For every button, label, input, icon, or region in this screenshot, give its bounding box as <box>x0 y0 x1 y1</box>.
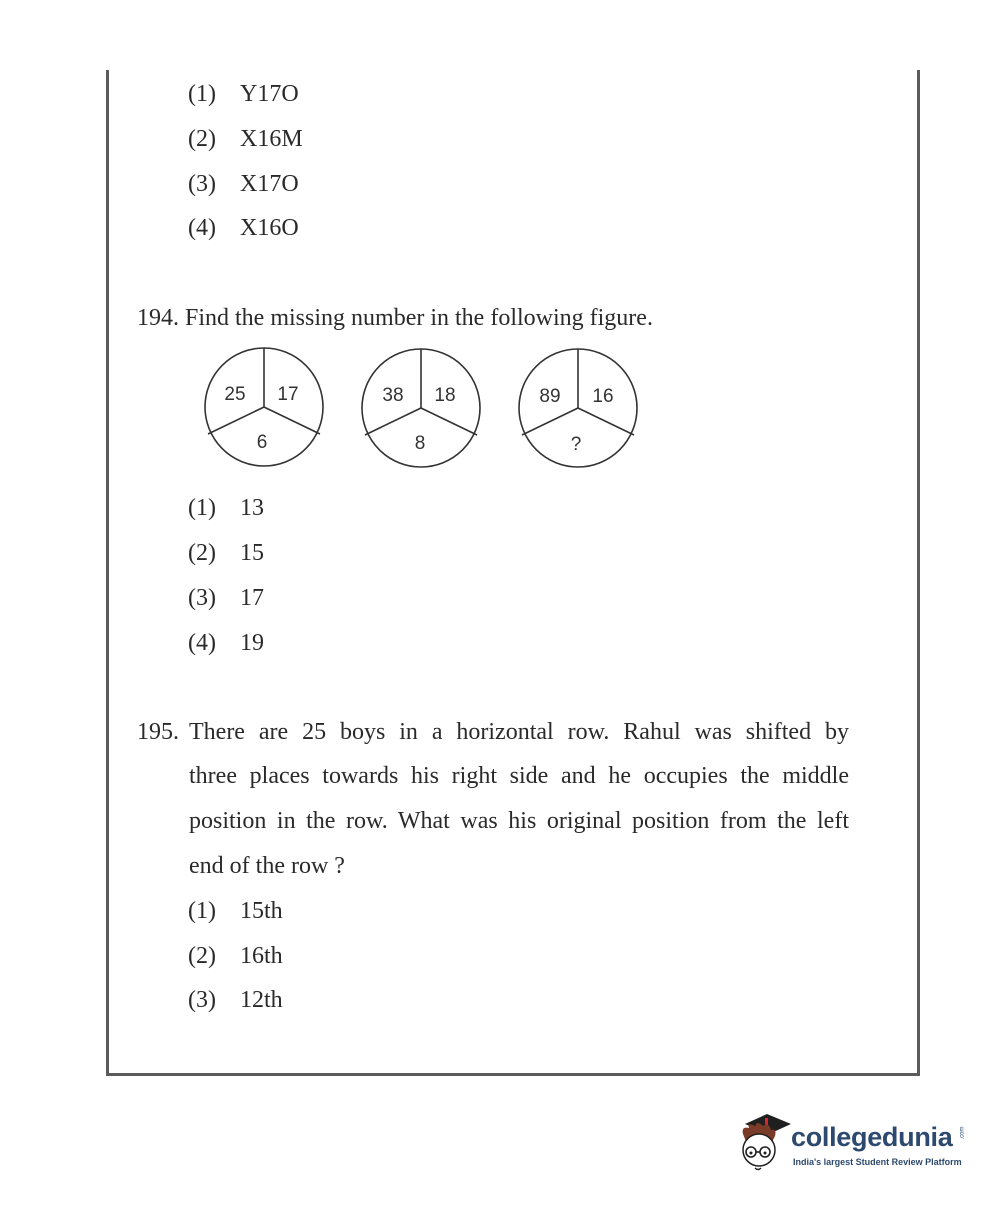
circle-2 <box>362 349 480 467</box>
q193-option-1: (1) Y17O <box>188 81 299 107</box>
collegedunia-logo[interactable] <box>735 1108 965 1178</box>
circle-3-left: 89 <box>539 386 561 407</box>
logo-brand: collegedunia <box>791 1122 953 1152</box>
q195-option-1: (1) 15th <box>188 898 283 924</box>
q194-option-4: (4) 19 <box>188 630 264 656</box>
q195-line-1: There are 25 boys in a horizontal row. Rahul was shifted by <box>189 719 849 745</box>
circle-1-left: 25 <box>224 384 246 405</box>
circle-2-bottom: 8 <box>414 433 426 454</box>
logo-tagline: India's largest Student Review Platform <box>793 1157 962 1167</box>
q193-option-3: (3) X17O <box>188 171 299 197</box>
q194-question: 194. Find the missing number in the following figure. <box>137 305 653 331</box>
circle-3-bottom: ? <box>570 434 582 455</box>
circle-2-right: 18 <box>434 385 456 406</box>
q194-circle-figure <box>198 344 648 474</box>
q195-number: 195. <box>137 719 179 745</box>
logo-dotcom: .com <box>959 1126 966 1140</box>
q195-line-3: position in the row. What was his original position from the left <box>189 808 849 834</box>
mascot-icon <box>735 1108 793 1178</box>
q195-option-3: (3) 12th <box>188 987 283 1013</box>
circle-2-left: 38 <box>382 385 404 406</box>
q194-option-3: (3) 17 <box>188 585 264 611</box>
q193-option-2: (2) X16M <box>188 126 303 152</box>
q195-line-2: three places towards his right side and he occupies the middle <box>189 763 849 789</box>
q194-option-1: (1) 13 <box>188 495 264 521</box>
q193-option-4: (4) X16O <box>188 215 299 241</box>
q194-option-2: (2) 15 <box>188 540 264 566</box>
circle-3-right: 16 <box>592 386 614 407</box>
circle-1-right: 17 <box>277 384 299 405</box>
circle-3 <box>519 349 637 467</box>
q195-line-4: end of the row ? <box>189 853 345 879</box>
q195-option-2: (2) 16th <box>188 943 283 969</box>
circle-1 <box>205 348 323 466</box>
circle-1-bottom: 6 <box>256 432 268 453</box>
